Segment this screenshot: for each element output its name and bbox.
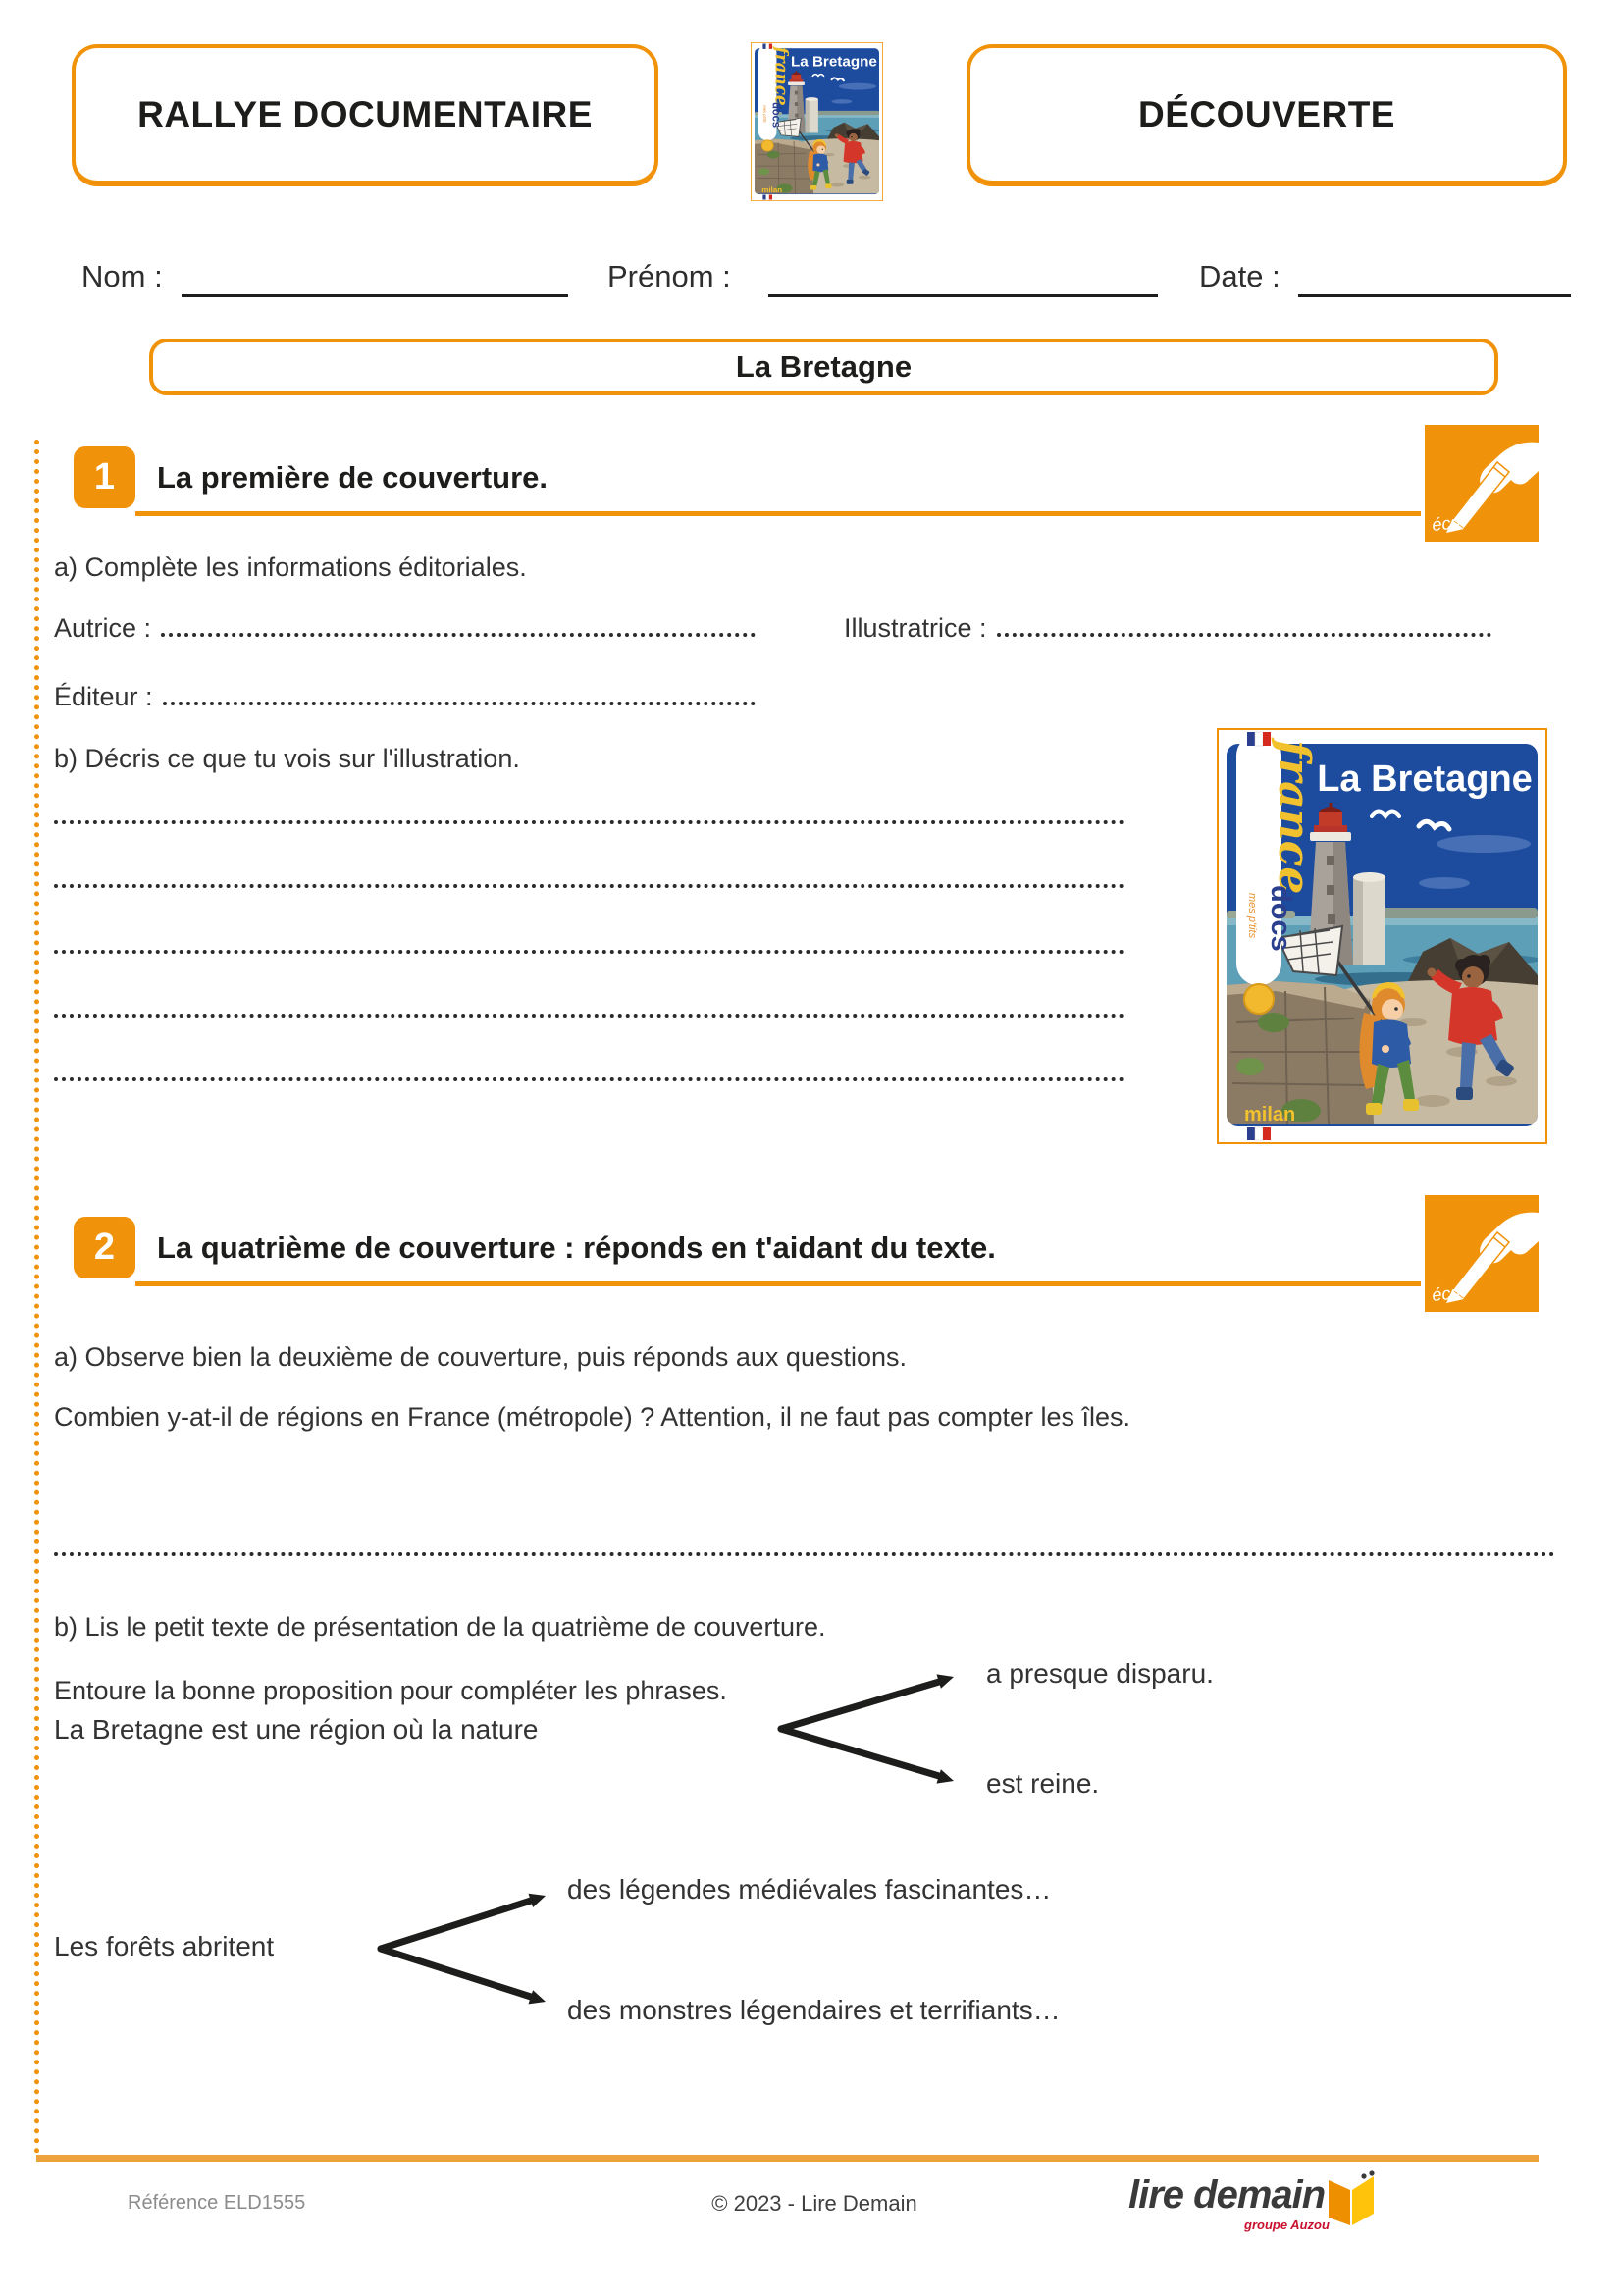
answer-line[interactable] — [54, 1552, 1555, 1556]
header-right-badge-label: DÉCOUVERTE — [1138, 93, 1395, 134]
firstname-label: Prénom : — [607, 259, 731, 293]
section1-number: 1 — [93, 456, 116, 497]
author-label: Autrice : — [54, 613, 152, 643]
section2-number-badge — [74, 1217, 135, 1278]
section2-title: La quatrième de couverture : réponds en t'aidant du texte. — [157, 1230, 996, 1265]
publisher-field — [54, 681, 756, 712]
choice2-arrows — [371, 1880, 557, 2017]
choice2-option-bottom[interactable]: des monstres légendaires et terrifiants… — [567, 1995, 1061, 2025]
section1-number-badge — [74, 446, 135, 508]
choice2-stem: Les forêts abritent — [54, 1931, 275, 1961]
section1-question-b: b) Décris ce que tu vois sur l'illustration. — [54, 744, 520, 773]
author-answer-dots[interactable] — [161, 633, 756, 637]
answer-line[interactable] — [54, 1014, 1124, 1018]
book-cover-thumbnail — [751, 42, 883, 201]
choice1-option-bottom[interactable]: est reine. — [986, 1768, 1100, 1799]
firstname-input-line[interactable] — [768, 294, 1158, 297]
section2-instruction: Entoure la bonne proposition pour compléter les phrases. — [54, 1676, 727, 1705]
illustrator-label: Illustratrice : — [844, 613, 987, 643]
section1-rule — [135, 511, 1421, 516]
book-cover-image — [1217, 728, 1547, 1144]
worksheet-title-box — [149, 339, 1498, 395]
footer-reference: Référence ELD1555 — [128, 2192, 306, 2214]
content-left-dotted-border — [34, 440, 39, 2155]
illustrator-answer-dots[interactable] — [997, 633, 1491, 637]
answer-line[interactable] — [54, 950, 1124, 954]
header-left-badge-label: RALLYE DOCUMENTAIRE — [137, 93, 593, 134]
choice1-option-top[interactable]: a presque disparu. — [986, 1658, 1214, 1689]
answer-line[interactable] — [54, 820, 1124, 824]
publisher-label: Éditeur : — [54, 682, 153, 711]
writing-hand-icon — [1425, 425, 1539, 542]
illustrator-field — [844, 612, 1491, 644]
worksheet-title: La Bretagne — [735, 349, 913, 384]
date-input-line[interactable] — [1298, 294, 1571, 297]
section2-rule — [135, 1281, 1421, 1286]
section2-question-a: a) Observe bien la deuxième de couverture, puis réponds aux questions. — [54, 1342, 908, 1372]
section2-number: 2 — [93, 1226, 116, 1268]
name-label: Nom : — [81, 259, 163, 293]
open-book-icon — [1325, 2170, 1378, 2229]
section1-title: La première de couverture. — [157, 460, 548, 495]
writing-hand-icon — [1425, 1195, 1539, 1312]
answer-line[interactable] — [54, 1077, 1124, 1081]
publisher-logo-subtext: groupe Auzou — [1244, 2218, 1330, 2232]
name-input-line[interactable] — [182, 294, 568, 297]
header-right-badge — [967, 44, 1567, 186]
answer-line[interactable] — [54, 884, 1124, 888]
choice1-arrows — [773, 1663, 965, 1796]
date-label: Date : — [1199, 259, 1280, 293]
publisher-logo — [1128, 2166, 1403, 2235]
author-field — [54, 612, 756, 644]
choice1-stem: La Bretagne est une région où la nature — [54, 1714, 539, 1745]
section1-question-a: a) Complète les informations éditoriales. — [54, 552, 527, 582]
header-left-badge — [72, 44, 658, 186]
content-bottom-bar — [36, 2155, 1539, 2162]
choice2-option-top[interactable]: des légendes médiévales fascinantes… — [567, 1874, 1052, 1905]
publisher-logo-text: lire demain — [1128, 2173, 1326, 2217]
section2-question-text: Combien y-at-il de régions en France (métropole) ? Attention, il ne faut pas compter les îles. — [54, 1402, 1131, 1432]
section2-question-b: b) Lis le petit texte de présentation de la quatrième de couverture. — [54, 1612, 826, 1642]
publisher-answer-dots[interactable] — [163, 702, 756, 705]
footer-copyright: © 2023 - Lire Demain — [711, 2191, 917, 2216]
